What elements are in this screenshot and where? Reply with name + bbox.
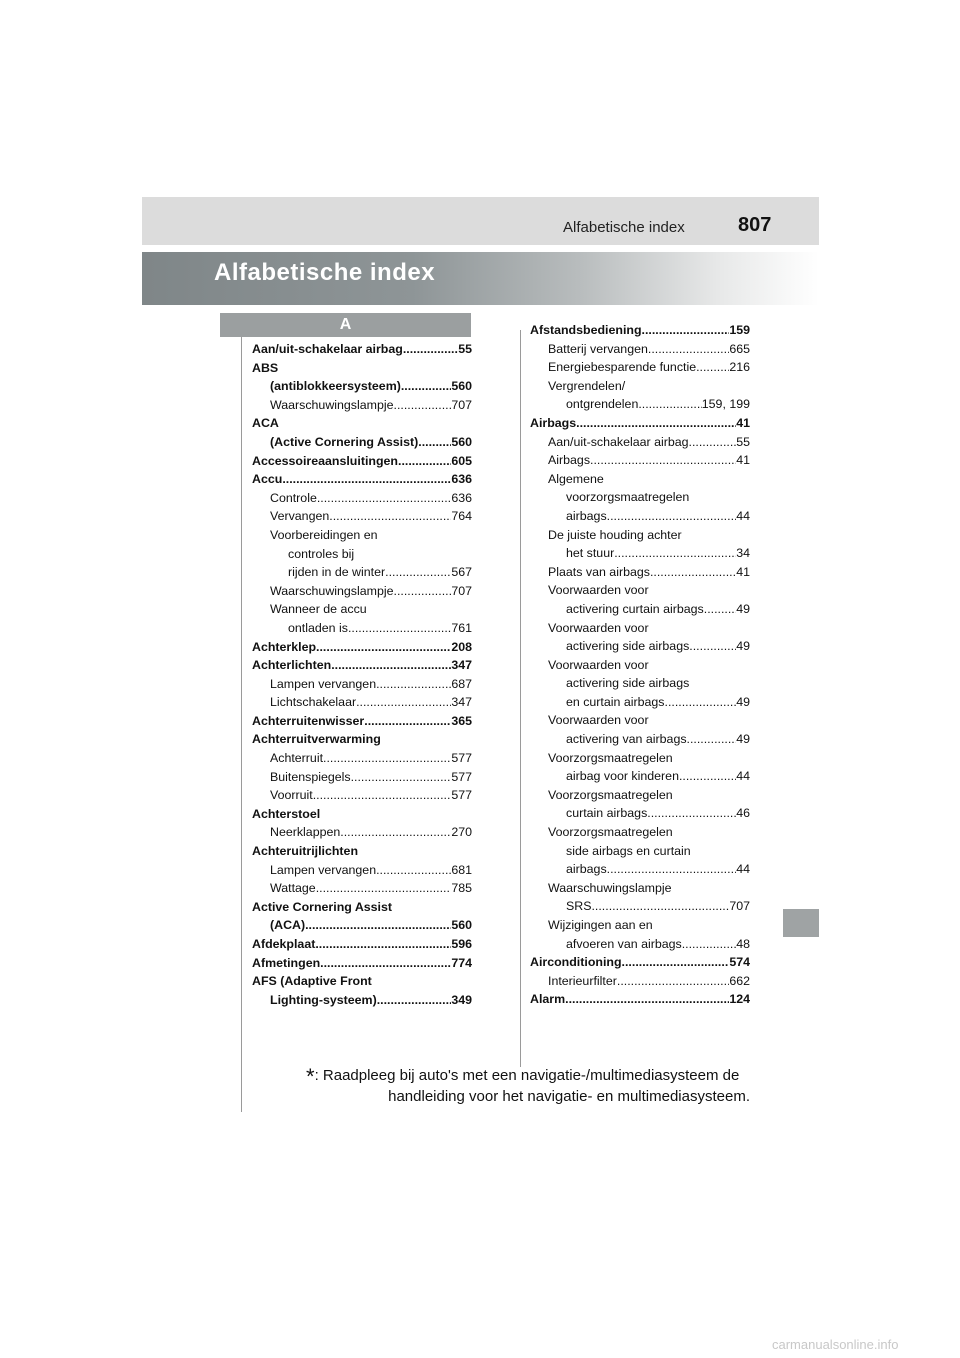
index-entry-page: 41 <box>736 415 750 430</box>
index-entry <box>530 340 750 359</box>
index-entry-label: ontgrendelen <box>566 397 639 412</box>
index-entry-page: 55 <box>458 342 472 356</box>
leader-dots <box>376 861 451 880</box>
index-entry <box>252 563 472 582</box>
index-entry <box>252 638 472 657</box>
leader-dots <box>348 619 451 638</box>
leader-dots <box>689 637 736 656</box>
index-entry-label: Voorwaarden voor <box>548 620 649 635</box>
index-entry-page: 665 <box>729 341 750 356</box>
leader-dots <box>607 507 737 526</box>
leader-dots <box>282 470 451 489</box>
index-entry-label: Voorwaarden voor <box>548 713 649 728</box>
index-entry <box>252 619 472 638</box>
index-entry-label: Aan/uit-schakelaar airbag <box>548 434 689 449</box>
index-entry <box>530 749 750 768</box>
index-entry <box>530 730 750 749</box>
index-entry-page: 707 <box>729 899 750 914</box>
index-entry-label: rijden in de winter <box>288 565 386 580</box>
leader-dots <box>607 860 737 879</box>
index-entry-page: 567 <box>451 565 472 580</box>
footnote-star: * <box>306 1064 315 1089</box>
index-entry-label: Accu <box>252 472 283 487</box>
index-entry <box>252 340 472 359</box>
index-entry-page: 48 <box>736 936 750 951</box>
index-entry <box>252 861 472 880</box>
leader-dots <box>317 489 451 508</box>
leader-dots <box>418 433 451 452</box>
index-entry <box>252 526 472 545</box>
index-entry-label: airbags <box>566 508 607 523</box>
index-entry <box>252 675 472 694</box>
index-entry <box>252 935 472 954</box>
index-entry <box>530 860 750 879</box>
index-entry <box>252 768 472 787</box>
leader-dots <box>647 804 736 823</box>
leader-dots <box>385 563 451 582</box>
leader-dots <box>622 953 730 972</box>
leader-dots <box>403 340 458 359</box>
index-entry <box>530 581 750 600</box>
index-entry-label: ontladen is <box>288 620 348 635</box>
leader-dots <box>340 823 451 842</box>
index-entry-label: afvoeren van airbags <box>566 936 682 951</box>
letter-heading: A <box>220 313 471 337</box>
page-number: 807 <box>738 214 772 236</box>
leader-dots <box>313 786 452 805</box>
index-entry-page: 41 <box>736 564 750 579</box>
index-entry <box>530 935 750 954</box>
leader-dots <box>665 693 737 712</box>
index-entry <box>252 452 472 471</box>
leader-dots <box>650 563 736 582</box>
index-entry-page: 159, 199 <box>701 397 750 412</box>
index-entry <box>530 563 750 582</box>
index-entry-page: 216 <box>729 360 750 375</box>
index-column-right <box>530 321 750 1009</box>
leader-dots <box>320 954 451 973</box>
leader-dots <box>689 433 737 452</box>
index-entry <box>530 767 750 786</box>
leader-dots <box>642 321 730 340</box>
index-entry-label: Airconditioning <box>530 955 622 970</box>
index-entry-label: activering side airbags <box>566 639 690 654</box>
footnote-line-1: : Raadpleeg bij auto's met een navigatie-/multimediasysteem de <box>314 1067 740 1084</box>
leader-dots <box>364 712 451 731</box>
index-entry-label: Active Cornering Assist <box>252 899 393 914</box>
index-entry-label: Wanneer de accu <box>270 602 367 617</box>
index-entry-page: 560 <box>451 434 472 449</box>
index-entry-label: Airbags <box>548 453 591 468</box>
index-entry-label: Neerklappen <box>270 825 341 840</box>
leader-dots <box>401 377 451 396</box>
index-entry <box>252 414 472 433</box>
index-entry-label: activering side airbags <box>566 676 690 691</box>
index-entry <box>530 897 750 916</box>
index-entry <box>530 451 750 470</box>
index-entry <box>252 842 472 861</box>
index-entry-label: Voorzorgsmaatregelen <box>548 787 673 802</box>
index-entry-page: 577 <box>451 751 472 766</box>
index-entry-label: Algemene <box>548 471 604 486</box>
index-entry-label: curtain airbags <box>566 806 648 821</box>
leader-dots <box>316 638 451 657</box>
index-entry <box>530 786 750 805</box>
index-entry <box>252 656 472 675</box>
index-entry <box>530 358 750 377</box>
index-entry-page: 208 <box>451 639 472 654</box>
index-entry <box>252 712 472 731</box>
index-entry-label: Achterruitenwisser <box>252 713 365 728</box>
index-entry <box>530 916 750 935</box>
index-entry-page: 49 <box>736 732 750 747</box>
index-entry <box>252 879 472 898</box>
index-entry <box>252 470 472 489</box>
index-entry-label: Airbags <box>530 415 577 430</box>
index-entry-page: 560 <box>451 918 472 933</box>
index-entry-page: 574 <box>729 955 750 970</box>
index-entry <box>252 693 472 712</box>
leader-dots <box>356 693 451 712</box>
index-entry <box>252 600 472 619</box>
index-entry <box>530 619 750 638</box>
index-entry <box>252 823 472 842</box>
index-entry-label: Lampen vervangen <box>270 676 377 691</box>
index-entry-label: side airbags en curtain <box>566 843 691 858</box>
index-entry-page: 124 <box>729 992 750 1007</box>
index-entry-page: 159 <box>729 323 750 337</box>
index-entry-page: 49 <box>736 639 750 654</box>
index-entry <box>530 377 750 396</box>
index-entry-label: Achterklep <box>252 639 317 654</box>
index-entry-label: AFS (Adaptive Front <box>252 974 372 989</box>
index-entry-page: 785 <box>451 881 472 896</box>
leader-dots <box>638 395 701 414</box>
index-column-left <box>252 340 472 1009</box>
index-entry-label: airbag voor kinderen <box>566 769 679 784</box>
leader-dots <box>398 452 451 471</box>
index-entry-label: (Active Cornering Assist) <box>270 434 419 449</box>
index-entry-label: Lighting-systeem) <box>270 992 377 1007</box>
index-entry-label: airbags <box>566 862 607 877</box>
index-entry <box>252 898 472 917</box>
index-entry-page: 636 <box>451 490 472 505</box>
index-entry-label: Alarm <box>530 992 566 1007</box>
index-entry <box>530 804 750 823</box>
index-entry-page: 761 <box>451 620 472 635</box>
leader-dots <box>376 675 451 694</box>
index-entry-page: 49 <box>736 601 750 616</box>
index-entry <box>252 730 472 749</box>
index-entry-label: Voorzorgsmaatregelen <box>548 750 673 765</box>
leader-dots <box>617 972 729 991</box>
index-entry-page: 605 <box>451 453 472 468</box>
index-entry-label: ABS <box>252 360 279 375</box>
index-entry-page: 577 <box>451 769 472 784</box>
index-entry-page: 55 <box>736 434 750 449</box>
index-entry-label: Voorwaarden voor <box>548 657 649 672</box>
index-entry-page: 687 <box>451 676 472 691</box>
index-entry <box>530 395 750 414</box>
index-entry-label: Achterlichten <box>252 658 332 673</box>
leader-dots <box>394 582 452 601</box>
index-entry-page: 707 <box>451 397 472 412</box>
index-entry-page: 764 <box>451 509 472 524</box>
header-band <box>142 197 819 245</box>
index-entry-label: Voorwaarden voor <box>548 583 649 598</box>
leader-dots <box>565 990 729 1009</box>
leader-dots <box>687 730 737 749</box>
index-entry <box>530 693 750 712</box>
leader-dots <box>394 396 452 415</box>
index-entry <box>252 916 472 935</box>
index-entry-label: De juiste houding achter <box>548 527 682 542</box>
leader-dots <box>331 656 451 675</box>
index-entry <box>252 954 472 973</box>
index-entry <box>530 414 750 433</box>
index-entry-label: SRS <box>566 899 592 914</box>
leader-dots <box>316 879 452 898</box>
leader-dots <box>696 358 729 377</box>
index-entry-page: 596 <box>451 937 472 951</box>
index-entry-page: 560 <box>451 379 472 394</box>
index-entry-label: controles bij <box>288 546 355 561</box>
index-entry-label: Waarschuwingslampje <box>270 397 394 412</box>
running-header: Alfabetische index <box>563 219 685 236</box>
index-entry-page: 44 <box>736 769 750 784</box>
index-entry-label: Achterruitverwarming <box>252 732 381 747</box>
index-entry <box>252 545 472 564</box>
index-entry <box>530 972 750 991</box>
index-entry <box>530 321 750 340</box>
index-entry-page: 49 <box>736 694 750 709</box>
index-entry <box>530 674 750 693</box>
index-entry-page: 41 <box>736 453 750 468</box>
index-entry <box>530 656 750 675</box>
index-entry-label: Aan/uit-schakelaar airbag <box>252 342 403 356</box>
index-entry-label: Achterstoel <box>252 806 321 821</box>
index-entry-label: Achterruit <box>270 751 324 766</box>
index-entry-label: Afmetingen <box>252 955 321 970</box>
index-entry-page: 34 <box>736 546 750 561</box>
index-entry-label: Wattage <box>270 881 316 896</box>
index-entry <box>252 359 472 378</box>
leader-dots <box>351 768 452 787</box>
index-entry-label: Lampen vervangen <box>270 862 377 877</box>
index-entry <box>530 470 750 489</box>
index-entry <box>252 433 472 452</box>
index-entry-label: Voorruit <box>270 788 313 803</box>
index-entry <box>252 972 472 991</box>
leader-dots <box>648 340 729 359</box>
index-entry-label: Energiebesparende functie <box>548 360 697 375</box>
index-entry-label: Vergrendelen/ <box>548 378 626 393</box>
index-entry-label: Achteruitrijlichten <box>252 844 359 859</box>
index-entry-page: 347 <box>451 658 472 673</box>
index-entry <box>530 433 750 452</box>
index-entry-page: 349 <box>451 992 472 1007</box>
leader-dots <box>576 414 736 433</box>
leader-dots <box>305 916 451 935</box>
index-entry <box>252 396 472 415</box>
index-entry <box>252 377 472 396</box>
index-entry <box>530 507 750 526</box>
index-entry-label: Accessoireaansluitingen <box>252 453 398 468</box>
footnote-line-2: handleiding voor het navigatie- en multimediasysteem. <box>388 1088 750 1105</box>
index-entry-label: voorzorgsmaatregelen <box>566 490 690 505</box>
index-entry-label: activering van airbags <box>566 732 687 747</box>
leader-dots <box>329 507 451 526</box>
index-entry-page: 347 <box>451 695 472 710</box>
index-entry <box>530 842 750 861</box>
index-entry-label: Controle <box>270 490 317 505</box>
leader-dots <box>704 600 736 619</box>
index-entry <box>530 544 750 563</box>
index-entry <box>252 805 472 824</box>
leader-dots <box>591 897 729 916</box>
leader-dots <box>377 991 452 1010</box>
index-entry <box>252 507 472 526</box>
index-entry-label: Afdekplaat <box>252 937 316 951</box>
index-entry-label: Interieurfilter <box>548 973 617 988</box>
index-entry <box>252 749 472 768</box>
index-entry <box>252 489 472 508</box>
index-entry-page: 44 <box>736 508 750 523</box>
leader-dots <box>315 935 451 954</box>
leader-dots <box>682 935 736 954</box>
index-entry-page: 681 <box>451 862 472 877</box>
index-entry <box>252 991 472 1010</box>
index-entry <box>530 488 750 507</box>
index-entry <box>530 990 750 1009</box>
page-title: Alfabetische index <box>214 259 436 286</box>
index-entry-page: 707 <box>451 583 472 598</box>
index-entry <box>530 600 750 619</box>
index-entry-label: activering curtain airbags <box>566 601 704 616</box>
index-entry-label: Lichtschakelaar <box>270 695 357 710</box>
index-entry-label: en curtain airbags <box>566 694 665 709</box>
index-entry-page: 662 <box>729 973 750 988</box>
index-entry <box>530 637 750 656</box>
middle-column-rule <box>520 330 521 1067</box>
index-entry-label: Wijzigingen aan en <box>548 918 653 932</box>
index-entry-label: Voorzorgsmaatregelen <box>548 825 673 840</box>
footnote <box>306 1066 750 1107</box>
index-entry-page: 44 <box>736 862 750 877</box>
index-entry-label: (ACA) <box>270 918 306 933</box>
index-entry-label: Batterij vervangen <box>548 341 648 356</box>
index-entry-label: Vervangen <box>270 509 330 524</box>
index-entry-label: Waarschuwingslampje <box>548 880 672 895</box>
index-entry-label: Buitenspiegels <box>270 769 351 784</box>
leader-dots <box>590 451 736 470</box>
watermark: carmanualsonline.info <box>772 1337 899 1352</box>
index-entry-page: 774 <box>451 955 472 970</box>
index-entry-label: Afstandsbediening <box>530 323 642 337</box>
leader-dots <box>323 749 451 768</box>
leader-dots <box>679 767 736 786</box>
index-entry-label: Plaats van airbags <box>548 564 650 579</box>
index-entry-page: 636 <box>451 472 472 487</box>
index-entry-page: 577 <box>451 788 472 803</box>
index-entry-page: 46 <box>736 806 750 821</box>
index-entry-label: Waarschuwingslampje <box>270 583 394 598</box>
index-entry <box>530 711 750 730</box>
index-entry <box>252 582 472 601</box>
chapter-side-tab <box>783 909 819 937</box>
index-entry <box>530 953 750 972</box>
index-entry <box>530 879 750 898</box>
index-entry-page: 365 <box>451 713 472 728</box>
index-entry-page: 270 <box>451 825 472 840</box>
index-entry-label: het stuur <box>566 546 615 561</box>
index-entry <box>252 786 472 805</box>
left-column-rule <box>241 330 242 1112</box>
index-entry <box>530 526 750 545</box>
index-entry-label: Voorbereidingen en <box>270 527 378 542</box>
index-entry-label: ACA <box>252 416 279 431</box>
leader-dots <box>614 544 736 563</box>
index-entry <box>530 823 750 842</box>
index-entry-label: (antiblokkeersysteem) <box>270 379 401 394</box>
